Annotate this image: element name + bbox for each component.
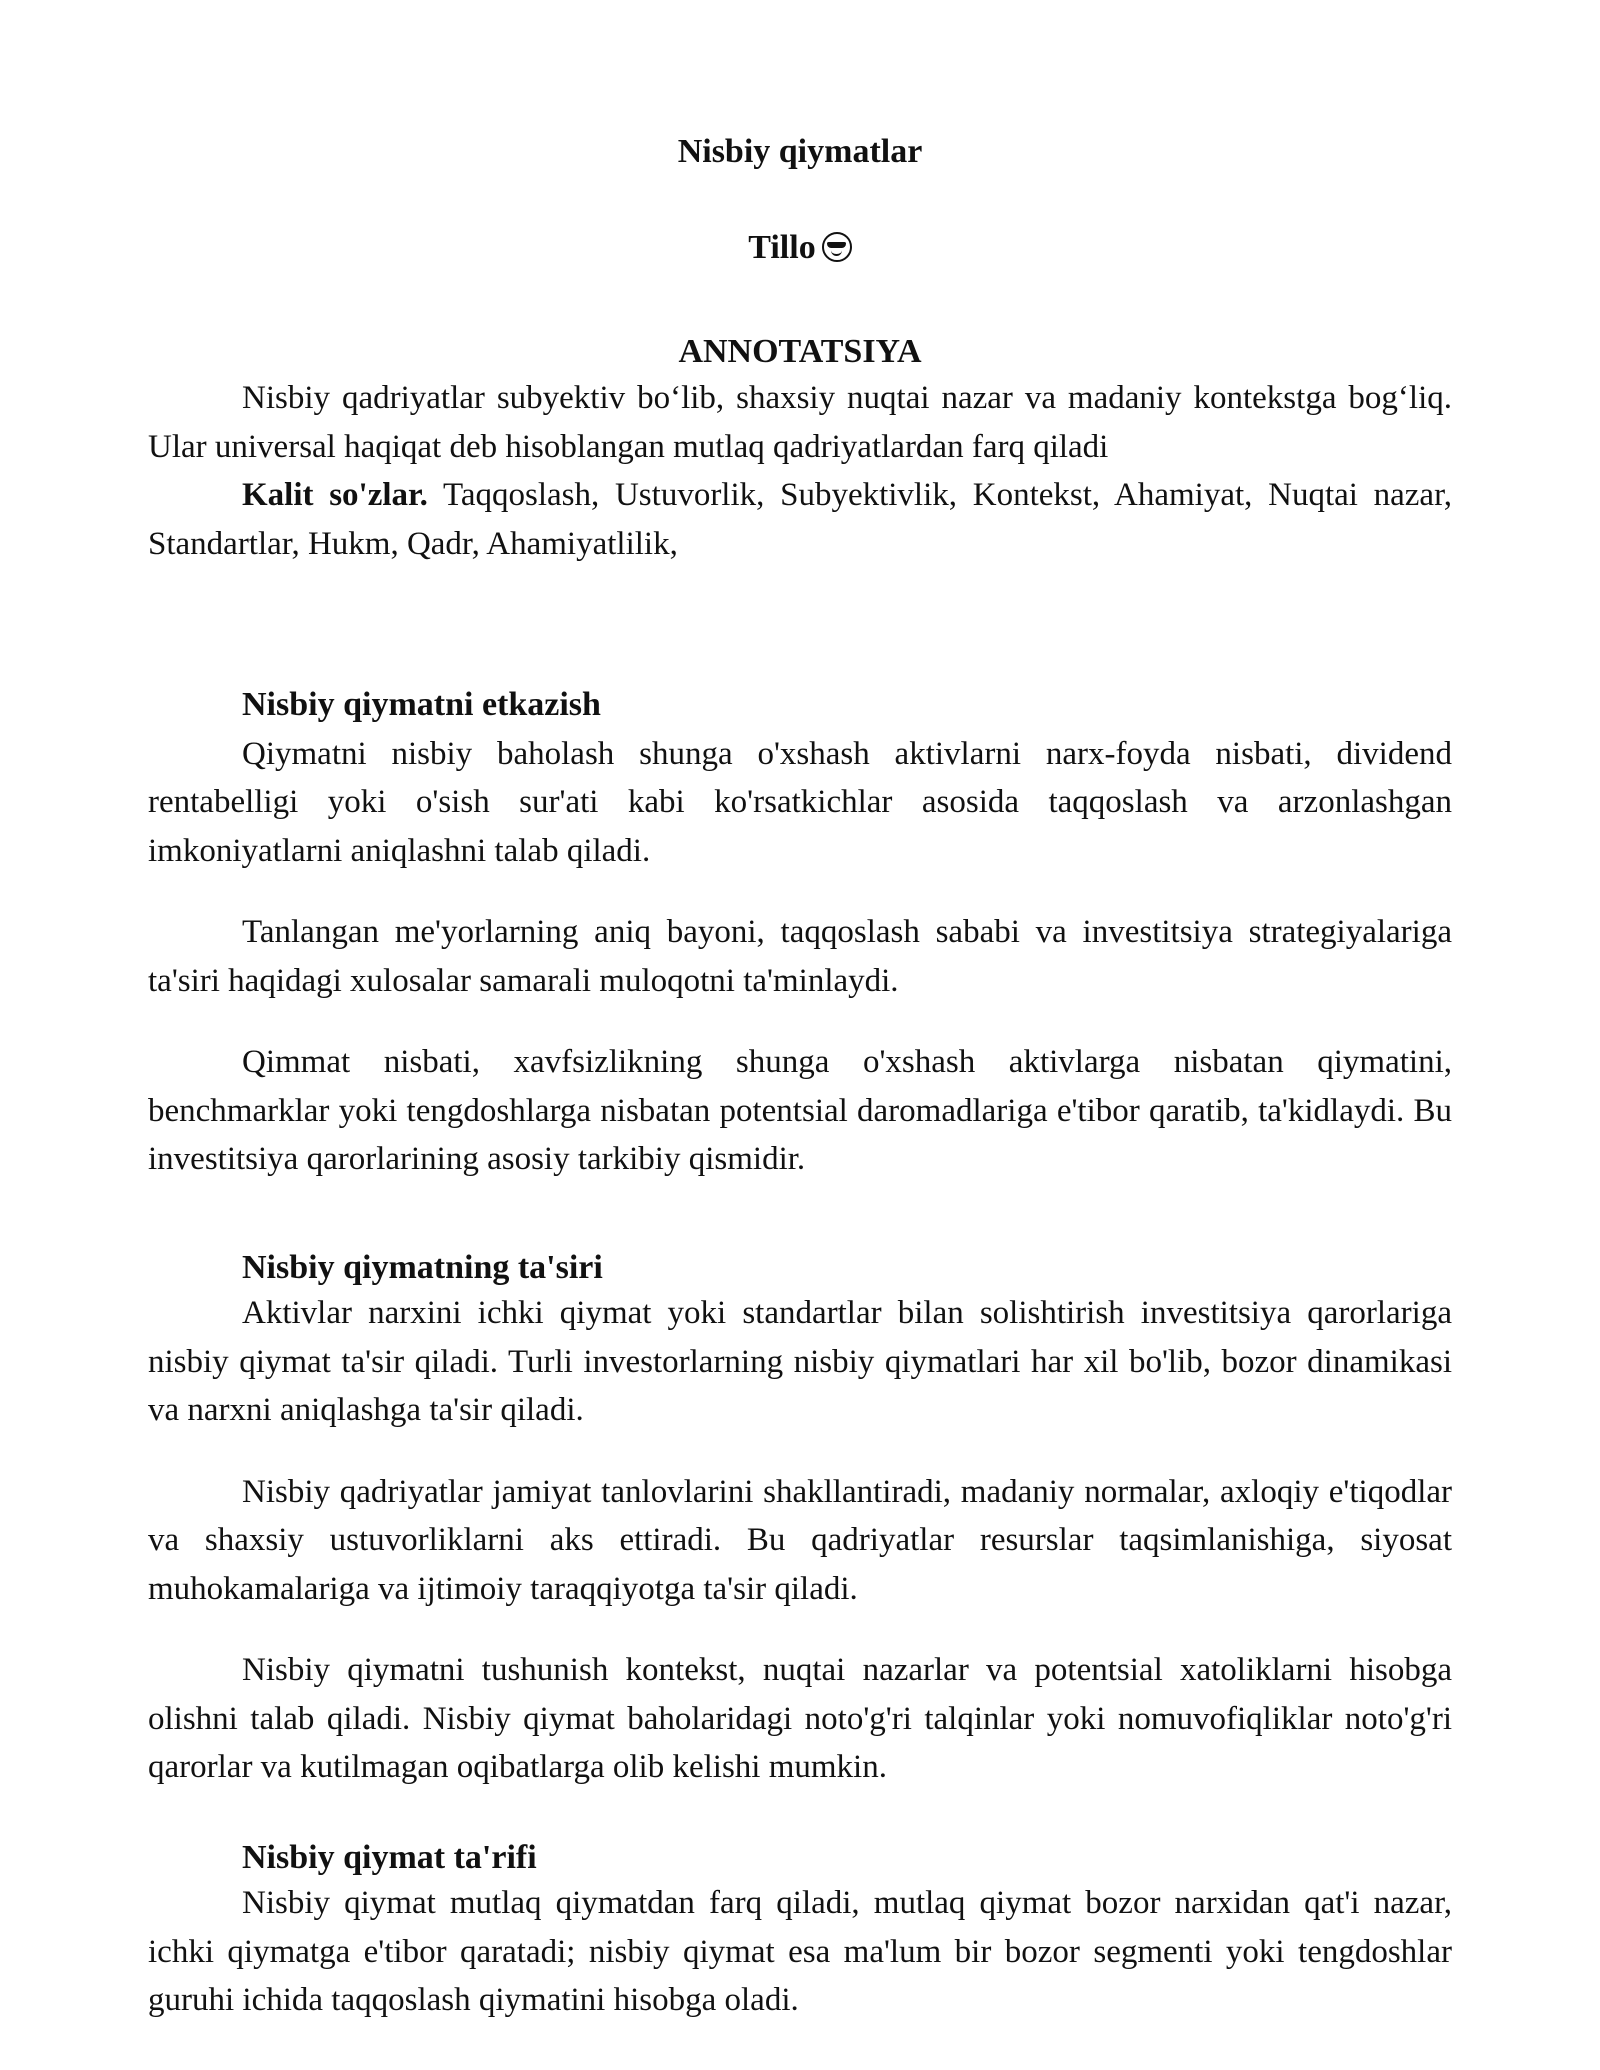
- section-paragraph: Qimmat nisbati, xavfsizlikning shunga o'xshash aktivlarga nisbatan qiymatini, benchmarklar yoki tengdoshlarga nisbatan potentsial daromadlariga e'tibor qaratib, ta'kidlaydi. Bu investitsiya qarorlarining asosiy tarkibiy qismidir.: [148, 1044, 1452, 1177]
- annotation-section: [148, 330, 1452, 568]
- section-paragraph: Nisbiy qiymat mutlaq qiymatdan farq qiladi, mutlaq qiymat bozor narxidan qat'i nazar, ichki qiymatga e'tibor qaratadi; nisbiy qiymat esa ma'lum bir bozor segmenti yoki tengdoshlar guruhi ichida taqqoslash qiymatini hisobga oladi.: [148, 1885, 1452, 2018]
- author-line: [148, 224, 1452, 273]
- keywords-label: Kalit so'zlar.: [242, 477, 428, 513]
- section-paragraph: Aktivlar narxini ichki qiymat yoki standartlar bilan solishtirish investitsiya qarorlariga nisbiy qiymat ta'sir qiladi. Turli investorlarning nisbiy qiymatlari har xil bo'lib, bozor dinamikasi va narxni aniqlashga ta'sir qiladi.: [148, 1295, 1452, 1428]
- keywords-paragraph: [148, 471, 1452, 568]
- document-title: Nisbiy qiymatlar: [677, 133, 923, 170]
- section-definition: [148, 1837, 1452, 2025]
- section-impact: [148, 1247, 1452, 1792]
- section-paragraph: Nisbiy qiymatni tushunish kontekst, nuqtai nazarlar va potentsial xatoliklarni hisobga olishni talab qiladi. Nisbiy qiymat baholaridagi noto'g'ri talqinlar yoki nomuvofiqliklar noto'g'ri qarorlar va kutilmagan oqibatlarga olib kelishi mumkin.: [148, 1652, 1452, 1785]
- section-delivery: [148, 681, 1452, 1184]
- section-heading: Nisbiy qiymatni etkazish: [242, 686, 601, 723]
- section-paragraph: Tanlangan me'yorlarning aniq bayoni, taqqoslash sababi va investitsiya strategiyalariga ta'siri haqidagi xulosalar samarali muloqotni ta'minlaydi.: [148, 914, 1452, 999]
- author-name: Tillo: [748, 229, 816, 266]
- section-heading: Nisbiy qiymat ta'rifi: [242, 1839, 537, 1876]
- keywords-list: Taqqoslash, Ustuvorlik, Subyektivlik, Kontekst, Ahamiyat, Nuqtai nazar, Standartlar, Hukm, Qadr, Ahamiyatlilik,: [148, 477, 1452, 562]
- section-paragraph: Qiymatni nisbiy baholash shunga o'xshash aktivlarni narx-foyda nisbati, dividend rentabelligi yoki o'sish sur'ati kabi ko'rsatkichlar asosida taqqoslash va arzonlashgan imkoniyatlarni aniqlashni talab qiladi.: [148, 735, 1452, 869]
- annotation-heading: ANNOTATSIYA: [678, 333, 922, 370]
- section-paragraph: Nisbiy qadriyatlar jamiyat tanlovlarini shakllantiradi, madaniy normalar, axloqiy e'tiqodlar va shaxsiy ustuvorliklarni aks ettiradi. Bu qadriyatlar resurslar taqsimlanishiga, siyosat muhokamalariga va ijtimoiy taraqqiyotga ta'sir qiladi.: [148, 1473, 1452, 1607]
- smiling-face-with-sunglasses-icon: [822, 232, 852, 262]
- annotation-text: Nisbiy qadriyatlar subyektiv bo‘lib, shaxsiy nuqtai nazar va madaniy kontekstga bog‘liq. Ular universal haqiqat deb hisoblangan mutlaq qadriyatlardan farq qiladi: [148, 380, 1452, 465]
- section-heading: Nisbiy qiymatning ta'siri: [242, 1249, 603, 1286]
